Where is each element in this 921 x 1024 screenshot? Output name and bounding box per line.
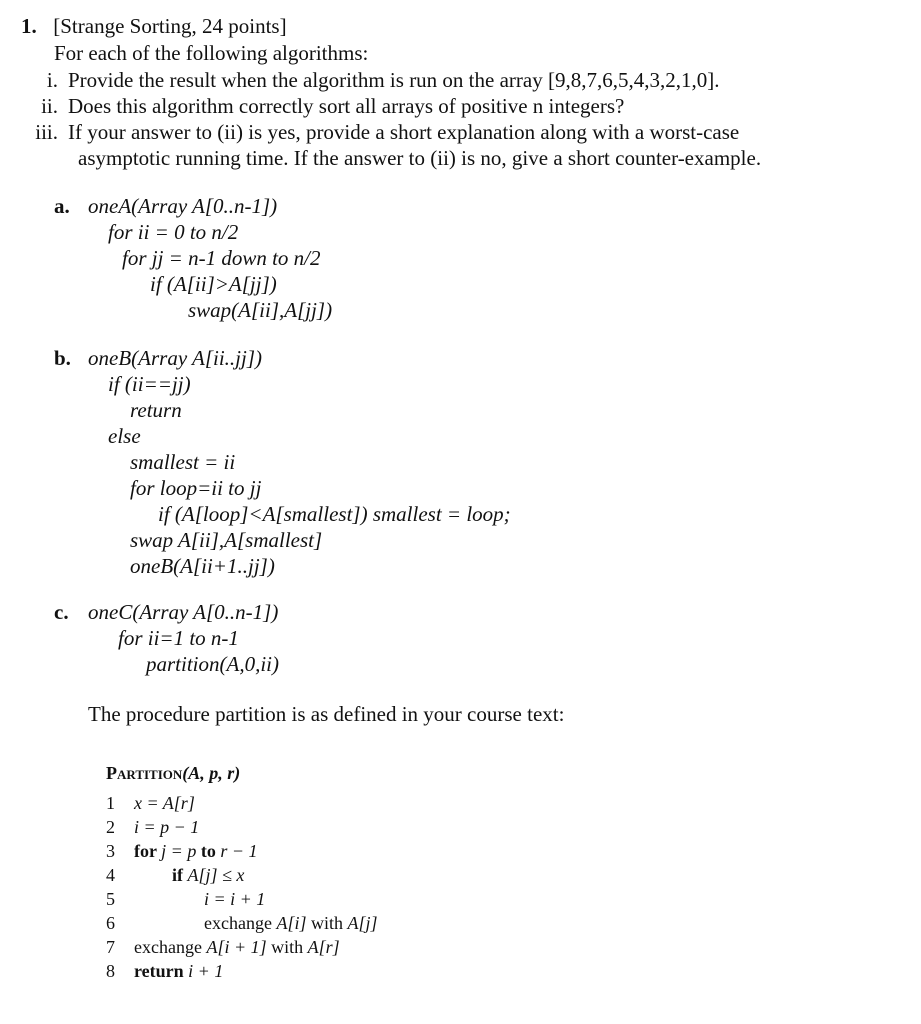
question-marker: i. — [46, 68, 58, 92]
algo-a-label: a. — [54, 194, 70, 218]
algo-b-line: if (A[loop]<A[smallest]) smallest = loop; — [158, 502, 511, 526]
algo-a-line: swap(A[ii],A[jj]) — [188, 298, 333, 322]
algo-b-signature: b. oneB(Array A[ii..jj]) — [54, 346, 263, 370]
partition-line — [134, 816, 199, 838]
partition-token: x = A[r] — [134, 793, 195, 813]
question-marker: iii. — [35, 120, 58, 144]
partition-token: for — [134, 841, 162, 861]
partition-line-number: 5 — [106, 889, 115, 909]
problem-header — [21, 14, 287, 38]
partition-token: r − 1 — [220, 841, 258, 861]
partition-args: (A, p, r) — [182, 763, 241, 783]
partition-token: i + 1 — [188, 961, 224, 981]
partition-token: exchange — [204, 913, 277, 933]
partition-line — [134, 840, 257, 862]
partition-line — [134, 792, 195, 814]
partition-token: if — [172, 865, 188, 885]
partition-line — [172, 864, 244, 886]
partition-name: Partition — [106, 763, 183, 783]
partition-token: with — [266, 937, 308, 957]
algo-b-label: b. — [54, 346, 71, 370]
partition-token: A[j] ≤ x — [187, 865, 245, 885]
partition-line — [204, 912, 378, 934]
partition-line-number: 6 — [106, 913, 115, 933]
partition-header — [106, 762, 240, 784]
algo-b-line: smallest = ii — [130, 450, 236, 474]
question-text: Does this algorithm correctly sort all arrays of positive n integers? — [68, 94, 625, 118]
partition-token: i = i + 1 — [204, 889, 266, 909]
partition-line-number: 7 — [106, 937, 115, 957]
partition-token: i = p − 1 — [134, 817, 200, 837]
algo-a-line: if (A[ii]>A[jj]) — [150, 272, 277, 296]
algo-a-line: for jj = n-1 down to n/2 — [122, 246, 321, 270]
partition-token: exchange — [134, 937, 207, 957]
partition-token: with — [306, 913, 348, 933]
partition-token: A[i] — [276, 913, 307, 933]
algo-c-signature: c. oneC(Array A[0..n-1]) — [54, 600, 279, 624]
question-iii — [35, 120, 740, 144]
question-marker: ii. — [41, 94, 58, 118]
algo-c-line: partition(A,0,ii) — [146, 652, 279, 676]
partition-token: j = p — [161, 841, 201, 861]
partition-line-number: 1 — [106, 793, 115, 813]
partition-line-number: 4 — [106, 865, 115, 885]
algo-c-line: for ii=1 to n-1 — [118, 626, 239, 650]
algo-b-line: swap A[ii],A[smallest] — [130, 528, 323, 552]
question-text: Provide the result when the algorithm is run on the array [9,8,7,6,5,4,3,2,1,0]. — [68, 68, 720, 92]
partition-token: A[r] — [307, 937, 340, 957]
partition-line — [134, 936, 340, 958]
algo-b-line: if (ii==jj) — [108, 372, 191, 396]
question-iii-continued: asymptotic running time. If the answer to (ii) is no, give a short counter-example. — [78, 146, 762, 170]
partition-line-number: 8 — [106, 961, 115, 981]
algo-b-line: else — [108, 424, 141, 448]
algo-a-line: for ii = 0 to n/2 — [108, 220, 239, 244]
algo-a-signature: a. oneA(Array A[0..n-1]) — [54, 194, 278, 218]
partition-line-number: 3 — [106, 841, 115, 861]
question-text: If your answer to (ii) is yes, provide a short explanation along with a worst-case — [68, 120, 740, 144]
algo-b-line: oneB(A[ii+1..jj]) — [130, 554, 275, 578]
partition-token: A[j] — [347, 913, 378, 933]
partition-token: return — [134, 961, 189, 981]
partition-line-number: 2 — [106, 817, 115, 837]
partition-note: The procedure partition is as defined in your course text: — [88, 702, 565, 726]
question-i — [38, 68, 719, 92]
algo-b-line: return — [130, 398, 182, 422]
partition-line — [134, 960, 223, 982]
partition-line — [204, 888, 265, 910]
problem-title: [Strange Sorting, 24 points] — [53, 14, 287, 38]
partition-token: A[i + 1] — [206, 937, 267, 957]
problem-number: 1. — [21, 14, 37, 38]
problem-intro: For each of the following algorithms: — [54, 41, 369, 65]
partition-token: to — [200, 841, 221, 861]
algo-b-line: for loop=ii to jj — [130, 476, 262, 500]
algo-c-label: c. — [54, 600, 69, 624]
question-ii — [38, 94, 624, 118]
